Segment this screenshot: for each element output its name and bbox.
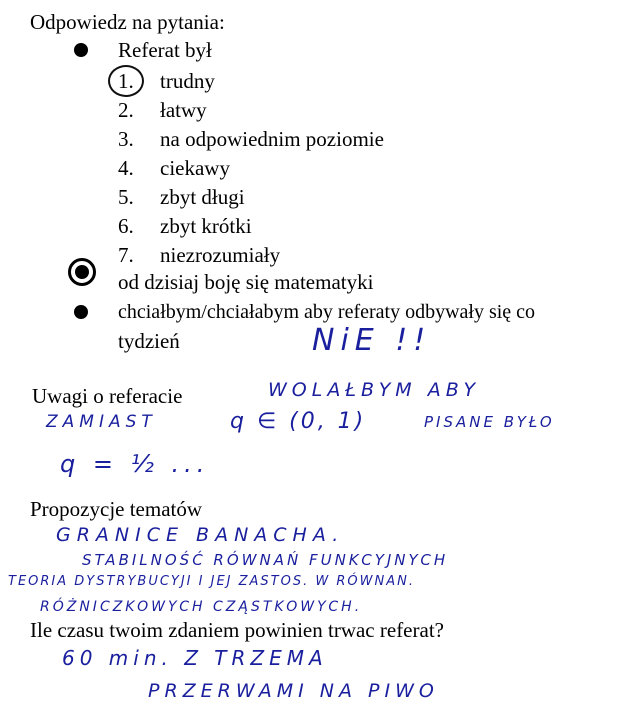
option-text-7[interactable]: niezrozumiały	[160, 243, 281, 267]
remarks-line2c: PISANE BYŁO	[424, 413, 555, 431]
option-number-7: 7.	[118, 243, 134, 267]
q3-label-line1: chciałbym/chciałabym aby referaty odbywały się co	[118, 301, 536, 323]
remarks-line3: q = ½ ...	[60, 450, 210, 478]
q1-label: Referat był	[118, 38, 212, 62]
option-number-2: 2.	[118, 98, 134, 122]
q3-label-line2: tydzień	[118, 329, 180, 353]
bullet-q2-marked[interactable]	[68, 258, 96, 286]
option-number-3: 3.	[118, 127, 134, 151]
remarks-line1: WOLAŁBYM ABY	[268, 379, 481, 401]
option-number-1: 1.	[118, 69, 134, 93]
option-text-3[interactable]: na odpowiednim poziomie	[160, 127, 384, 151]
option-text-2[interactable]: łatwy	[160, 98, 207, 122]
option-number-5: 5.	[118, 185, 134, 209]
topics-line2: STABILNOŚĆ RÓWNAŃ FUNKCYJNYCH	[82, 551, 449, 569]
form-heading: Odpowiedz na pytania:	[30, 10, 225, 34]
option-text-6[interactable]: zbyt krótki	[160, 214, 252, 238]
remarks-line2a: ZAMIAST	[46, 412, 157, 432]
duration-line2: PRZERWAMI NA PIWO	[148, 680, 439, 702]
remarks-label: Uwagi o referacie	[32, 384, 183, 408]
bullet-q1	[74, 43, 88, 57]
topics-line4: RÓŻNICZKOWYCH CZĄSTKOWYCH.	[40, 599, 363, 615]
q2-label: od dzisiaj boję się matematyki	[118, 270, 374, 294]
topics-line1: GRANICE BANACHA.	[56, 524, 345, 546]
remarks-line2b: q ∈ (0, 1)	[230, 409, 367, 434]
duration-label: Ile czasu twoim zdaniem powinien trwac referat?	[30, 618, 444, 642]
option-text-4[interactable]: ciekawy	[160, 156, 230, 180]
duration-line1: 60 min. Z TRZEMA	[62, 646, 328, 670]
q3-handwritten-answer: NiE !!	[312, 323, 432, 358]
option-text-5[interactable]: zbyt długi	[160, 185, 245, 209]
topics-label: Propozycje tematów	[30, 497, 203, 521]
option-number-6: 6.	[118, 214, 134, 238]
option-text-1[interactable]: trudny	[160, 69, 215, 93]
answer-circle-mark	[108, 65, 144, 97]
bullet-q3	[74, 305, 88, 319]
topics-line3: TEORIA DYSTRYBUCYJI I JEJ ZASTOS. W RÓWNAN.	[8, 574, 415, 589]
option-number-4: 4.	[118, 156, 134, 180]
